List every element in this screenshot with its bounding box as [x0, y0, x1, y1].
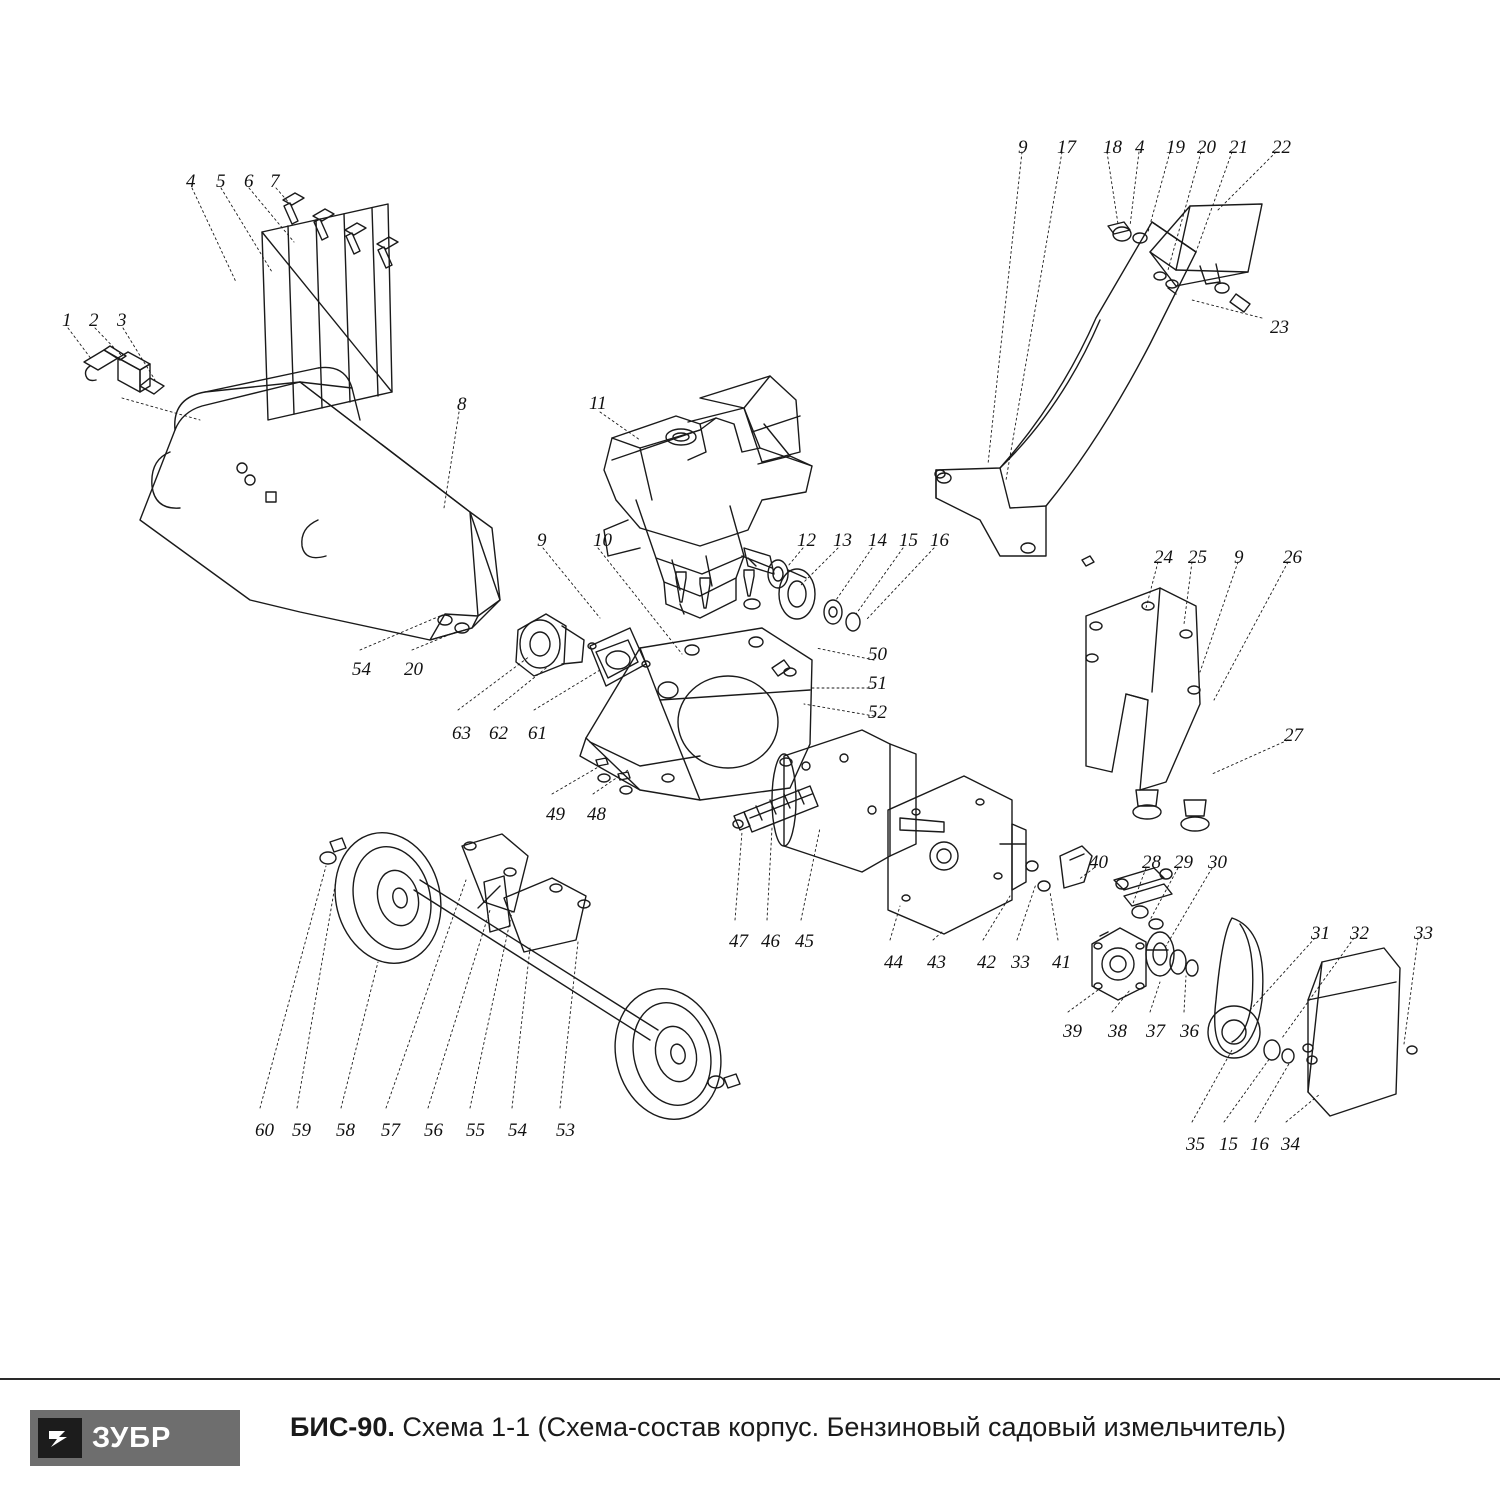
part-side-plate: [888, 776, 1092, 934]
callout-number: 9: [1018, 137, 1028, 158]
callout-number: 57: [381, 1120, 400, 1141]
callout-number: 23: [1270, 317, 1289, 338]
callout-number: 33: [1011, 952, 1030, 973]
callout-number: 38: [1108, 1021, 1127, 1042]
callout-number: 43: [927, 952, 946, 973]
part-bearing-housing: [516, 614, 650, 686]
callout-number: 20: [1197, 137, 1216, 158]
part-wheels-axle: [320, 821, 740, 1130]
callout-number: 46: [761, 931, 780, 952]
brand-logo: [30, 1410, 240, 1466]
callout-number: 13: [833, 530, 852, 551]
callout-number: 4: [186, 171, 196, 192]
callout-number: 60: [255, 1120, 274, 1141]
callout-number: 3: [117, 310, 127, 331]
zubr-logo-icon: [38, 1418, 82, 1458]
callout-number: 48: [587, 804, 606, 825]
callout-number: 28: [1142, 852, 1161, 873]
callout-number: 6: [244, 171, 254, 192]
part-cover-right: [1303, 948, 1417, 1116]
callout-number: 18: [1103, 137, 1122, 158]
callout-number: 1: [62, 310, 72, 331]
callout-number: 54: [508, 1120, 527, 1141]
callout-number: 15: [899, 530, 918, 551]
part-rotor-drum: [772, 730, 944, 872]
callout-number: 9: [537, 530, 547, 551]
callout-number: 14: [868, 530, 887, 551]
callout-number: 20: [404, 659, 423, 680]
part-main-frame: [580, 628, 812, 800]
callout-number: 32: [1350, 923, 1369, 944]
footer: [0, 1400, 1500, 1500]
callout-number: 52: [868, 702, 887, 723]
callout-number: 8: [457, 394, 467, 415]
callout-number: 59: [292, 1120, 311, 1141]
callout-number: 17: [1057, 137, 1076, 158]
callout-number: 37: [1146, 1021, 1165, 1042]
callout-number: 51: [868, 673, 887, 694]
scheme-label: Схема 1-1 (Схема-состав корпус. Бензиновый садовый измельчитель): [402, 1412, 1286, 1442]
callout-number: 26: [1283, 547, 1302, 568]
callout-number: 21: [1229, 137, 1248, 158]
callout-number: 49: [546, 804, 565, 825]
part-chute-bolts: [935, 470, 1094, 566]
callout-number: 47: [729, 931, 748, 952]
callout-number: 50: [868, 644, 887, 665]
part-fasteners-engine: [676, 570, 760, 609]
callout-number: 40: [1089, 852, 1108, 873]
callout-number: 54: [352, 659, 371, 680]
callout-number: 31: [1311, 923, 1330, 944]
callout-number: 33: [1414, 923, 1433, 944]
callout-number: 25: [1188, 547, 1207, 568]
brand-name: ЗУБР: [92, 1421, 172, 1454]
callout-number: 34: [1281, 1134, 1300, 1155]
part-blades: [733, 786, 818, 832]
callout-number: 39: [1063, 1021, 1082, 1042]
callout-number: 15: [1219, 1134, 1238, 1155]
part-top-bracket: [1150, 204, 1262, 312]
model-label: БИС-90.: [290, 1412, 395, 1442]
callout-number: 2: [89, 310, 99, 331]
callout-number: 35: [1186, 1134, 1205, 1155]
footer-divider: [0, 1378, 1500, 1380]
part-knob-assembly: [84, 346, 164, 394]
callout-number: 12: [797, 530, 816, 551]
callout-number: 30: [1208, 852, 1227, 873]
callout-number: 5: [216, 171, 226, 192]
callout-number: 16: [1250, 1134, 1269, 1155]
part-screws-top-left: [283, 193, 398, 268]
callout-number: 36: [1180, 1021, 1199, 1042]
part-engine-shaft-pulley: [742, 556, 860, 631]
callout-number: 27: [1284, 725, 1303, 746]
callout-number: 29: [1174, 852, 1193, 873]
callout-number: 41: [1052, 952, 1071, 973]
callout-number: 22: [1272, 137, 1291, 158]
callout-number: 56: [424, 1120, 443, 1141]
part-stand: [1086, 588, 1209, 831]
callout-number: 62: [489, 723, 508, 744]
callout-number: 53: [556, 1120, 575, 1141]
diagram-caption: [290, 1412, 1286, 1443]
callout-number: 44: [884, 952, 903, 973]
callout-number: 55: [466, 1120, 485, 1141]
callout-number: 16: [930, 530, 949, 551]
part-tensioner-assembly: [1092, 868, 1198, 1000]
callout-number: 4: [1135, 137, 1145, 158]
part-belt-pulley: [1208, 918, 1294, 1063]
callout-number: 58: [336, 1120, 355, 1141]
callout-number: 7: [270, 171, 280, 192]
callout-number: 9: [1234, 547, 1244, 568]
callout-number: 45: [795, 931, 814, 952]
callout-number: 63: [452, 723, 471, 744]
callout-number: 42: [977, 952, 996, 973]
callout-number: 11: [589, 393, 607, 414]
callout-number: 24: [1154, 547, 1173, 568]
callout-number: 10: [593, 530, 612, 551]
callout-number: 61: [528, 723, 547, 744]
callout-number: 19: [1166, 137, 1185, 158]
